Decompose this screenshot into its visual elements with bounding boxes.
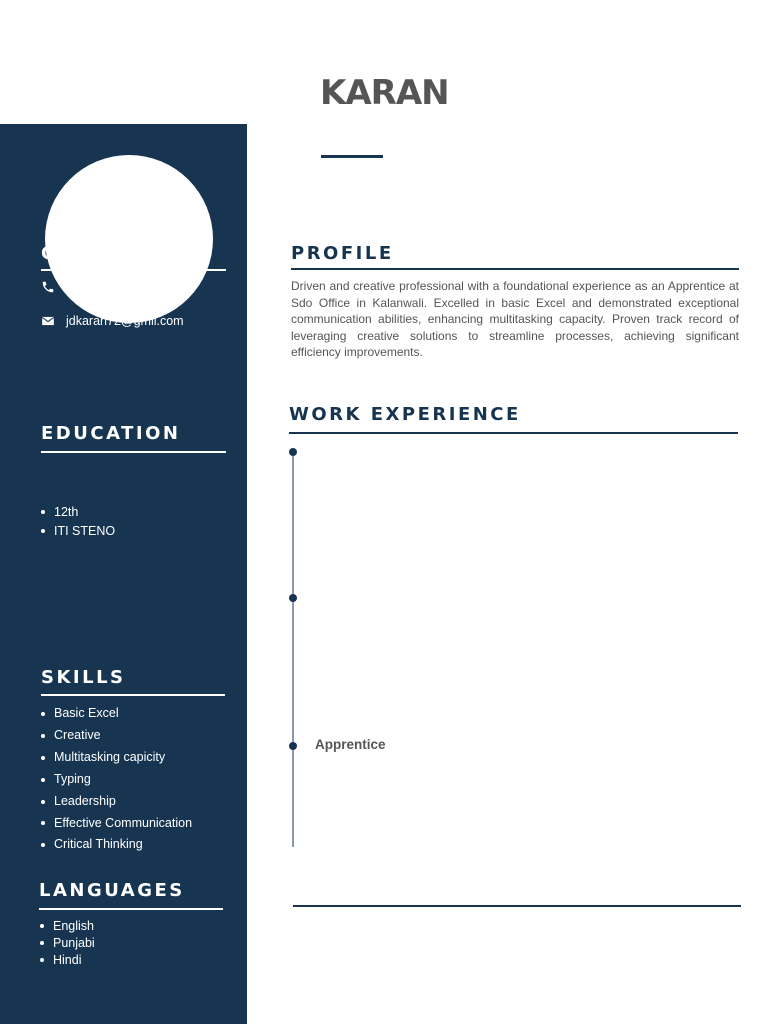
contact-phone[interactable] [41, 278, 160, 296]
email-address: jdkaran72@gmil.com [66, 314, 184, 328]
skill-item: Leadership [41, 791, 192, 813]
language-item: Punjabi [40, 935, 95, 952]
contact-divider [41, 269, 226, 271]
mail-icon [41, 314, 55, 328]
timeline-dot [289, 448, 297, 456]
timeline-line [292, 452, 294, 847]
phone-icon [41, 280, 55, 294]
name-underline [321, 155, 383, 158]
candidate-name: KARAN [320, 73, 449, 113]
skill-item: Critical Thinking [41, 834, 192, 856]
profile-photo-placeholder [45, 155, 213, 323]
skill-item: Creative [41, 725, 192, 747]
sidebar [0, 124, 247, 1024]
skill-item: Basic Excel [41, 703, 192, 725]
education-item: ITI STENO [41, 522, 115, 541]
phone-number: +91 8307100554 [66, 280, 161, 294]
skills-heading: SKILLS [41, 667, 126, 688]
section-divider [293, 905, 741, 907]
education-heading: EDUCATION [41, 423, 181, 444]
language-item: Hindi [40, 952, 95, 969]
timeline-dot [289, 594, 297, 602]
languages-heading: LANGUAGES [39, 880, 185, 901]
work-experience-heading: WORK EXPERIENCE [289, 404, 521, 425]
languages-divider [39, 908, 223, 910]
contact-heading: CONTACT [41, 243, 153, 264]
profile-heading: PROFILE [291, 243, 394, 264]
language-item: English [40, 918, 95, 935]
skill-item: Typing [41, 769, 192, 791]
education-list [41, 503, 115, 540]
skill-item: Multitasking capicity [41, 747, 192, 769]
skill-item: Effective Communication [41, 813, 192, 835]
skills-divider [41, 694, 225, 696]
profile-summary: Driven and creative professional with a foundational experience as an Apprentice at Sdo Office in Kalanwali. Excelled in basic Excel and demonstrated exceptional communication abilities, enhancing multitasking capacity. Proven track record of leveraging creative solutions to streamline processes, achieving significant efficiency improvements. [291, 279, 739, 360]
skills-list [41, 703, 192, 856]
languages-list [40, 918, 95, 968]
profile-divider [291, 268, 739, 270]
contact-email[interactable] [41, 312, 184, 330]
education-divider [41, 451, 226, 453]
timeline-dot [289, 742, 297, 750]
education-item: 12th [41, 503, 115, 522]
job-title: Apprentice [315, 737, 386, 752]
work-experience-divider [289, 432, 738, 434]
